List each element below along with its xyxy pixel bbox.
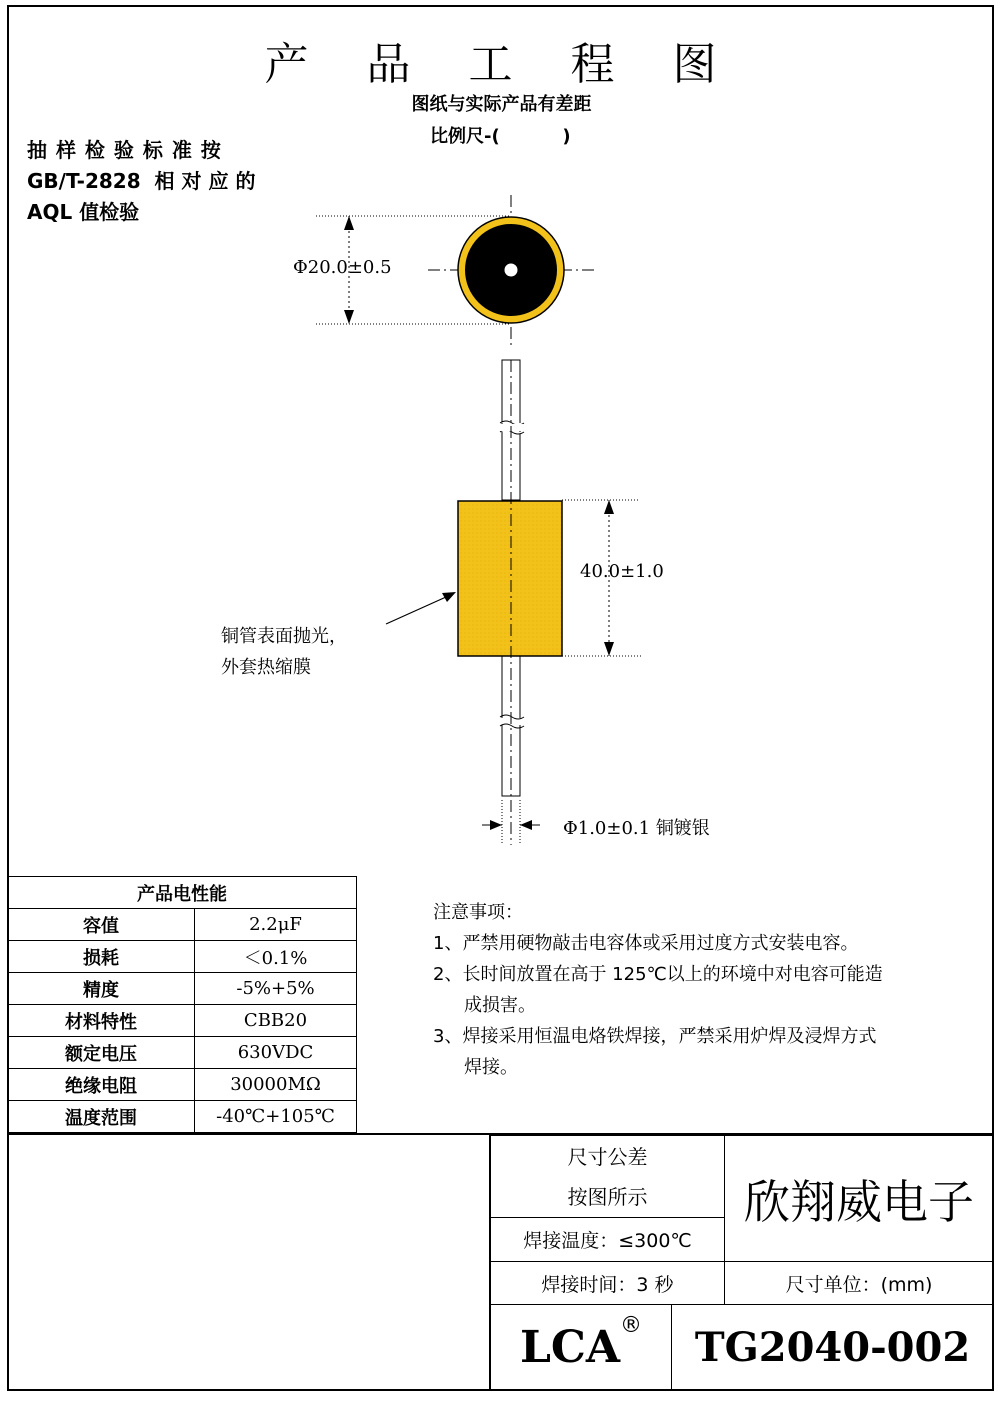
property-value: -40℃+105℃	[195, 1101, 357, 1133]
table-row	[8, 1069, 357, 1101]
precautions	[433, 897, 883, 1083]
lead-dimension-label: Φ1.0±0.1 铜镀银	[563, 818, 710, 839]
sampling-note-line: GB/T-2828 相 对 应 的	[27, 169, 256, 193]
precaution-item: 1、严禁用硬物敲击电容体或采用过度方式安装电容。	[433, 933, 859, 954]
property-name: 材料特性	[8, 1005, 195, 1037]
property-name: 损耗	[8, 941, 195, 973]
side-view	[386, 360, 642, 845]
precaution-item-cont: 焊接。	[464, 1057, 518, 1078]
length-dimension-label: 40.0±1.0	[580, 561, 664, 582]
precaution-item: 2、长时间放置在高于 125℃以上的环境中对电容可能造	[433, 964, 883, 985]
property-name: 容值	[8, 909, 195, 941]
drawing-disclaimer: 图纸与实际产品有差距	[411, 94, 592, 115]
property-value: 2.2μF	[195, 909, 357, 941]
property-name: 温度范围	[8, 1101, 195, 1133]
property-name: 额定电压	[8, 1037, 195, 1069]
capacitor-body	[458, 501, 562, 656]
sampling-note-line: AQL 值检验	[27, 200, 140, 224]
precaution-item: 3、焊接采用恒温电烙铁焊接，严禁采用炉焊及浸焊方式	[433, 1026, 877, 1047]
property-value: ＜0.1%	[195, 941, 357, 973]
solder-time-cell: 焊接时间：3 秒	[490, 1261, 725, 1305]
property-value: -5%+5%	[195, 973, 357, 1005]
table-row	[8, 973, 357, 1005]
property-name: 精度	[8, 973, 195, 1005]
solder-temp-cell: 焊接温度：≤300℃	[490, 1217, 725, 1262]
brand-logo: LCA	[519, 1322, 621, 1373]
body-note-line: 铜管表面抛光，	[221, 626, 347, 647]
precaution-item-cont: 成损害。	[464, 995, 536, 1016]
registered-mark: ®	[620, 1313, 643, 1338]
tolerance-label: 尺寸公差	[567, 1144, 648, 1169]
body-note-line: 外套热缩膜	[221, 657, 311, 678]
electrical-properties-table	[7, 876, 357, 1133]
brand-cell	[490, 1304, 672, 1391]
company-name: 欣翔威电子	[724, 1135, 994, 1262]
property-name: 绝缘电阻	[8, 1069, 195, 1101]
table-row	[8, 941, 357, 973]
property-value: CBB20	[195, 1005, 357, 1037]
precautions-title: 注意事项：	[433, 902, 523, 923]
table-row	[8, 1005, 357, 1037]
property-value: 30000MΩ	[195, 1069, 357, 1101]
tolerance-cell	[490, 1135, 725, 1218]
scale-label: 比例尺-( )	[430, 126, 571, 147]
table-row	[8, 909, 357, 941]
part-number: TG2040-002	[671, 1304, 994, 1391]
tolerance-value: 按图所示	[567, 1184, 648, 1209]
body-note	[221, 621, 347, 683]
page-title: 产 品 工 程 图	[264, 39, 739, 90]
table-row	[8, 1101, 357, 1133]
sampling-note-line: 抽 样 检 验 标 准 按	[27, 138, 222, 162]
unit-cell: 尺寸单位：(mm)	[724, 1261, 994, 1305]
table-header: 产品电性能	[8, 877, 357, 909]
table-row	[8, 1037, 357, 1069]
diameter-dimension-label: Φ20.0±0.5	[293, 257, 392, 278]
property-value: 630VDC	[195, 1037, 357, 1069]
